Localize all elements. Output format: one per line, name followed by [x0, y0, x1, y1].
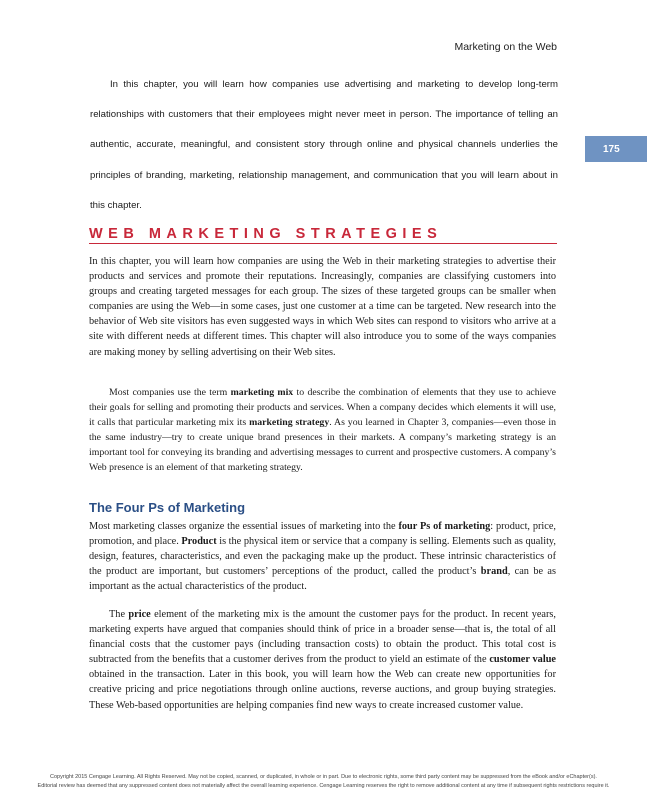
term-four-ps: four Ps of marketing	[398, 521, 491, 532]
subsection-paragraph-2: The price element of the marketing mix is the amount the customer pays for the product. In recent years, marketing experts have argued that companies should think of price in a broader sense—that is, the total of all financial costs that the customer pays (including transaction costs) to obtain the product. This total cost is subtracted from the benefits that a customer derives from the product to yield an estimate of the customer value obtained in the transaction. Later in this book, you will learn how the Web can create new opportunities for creative pricing and price negotiations through online auctions, reverse auctions, and group buying strategies. These Web-based opportunities are helping companies find new ways to create increased customer value.	[89, 609, 556, 711]
term-customer-value: customer value	[489, 654, 556, 666]
subsection-paragraph-1: Most marketing classes organize the essential issues of marketing into the four Ps of marketing: product, price, promotion, and place. Product is the physical item or service that a company is selling. Elements such as quality, design, features, characteristics, and even the packaging make up the product. These intrinsic characteristics of the product are important, but customers’ perceptions of the product, called the product’s brand, can be as important as the actual characteristics of the product.	[89, 521, 556, 593]
copyright-line-1: Copyright 2015 Cengage Learning. All Rights Reserved. May not be copied, scanned, or duplicated, in whole or in part. Due to electronic rights, some third party content may be suppressed from the eBook and/or eChapter(s).	[50, 774, 597, 780]
term-brand: brand	[480, 566, 508, 578]
term-product: Product	[181, 536, 217, 548]
section-paragraph-2: Most companies use the term marketing mix to describe the combination of elements that they use to achieve their goals for selling and promoting their products and services. When a company decides which elements it will use, it calls that particular marketing mix its marketing strategy. As you learned in Chapter 3, companies—even those in the same industry—try to create unique brand presences in their markets. A company’s marketing strategy is an important tool for conveying its branding and advertising messages to current and prospective customers. A company’s Web presence is an element of that marketing strategy.	[89, 387, 556, 474]
chapter-intro: In this chapter, you will learn how companies use advertising and marketing to develop long-term relationships with customers that their employees might never meet in person. The importance of telling an authentic, accurate, meaningful, and consistent story through online and physical channels underlies the principles of branding, marketing, relationship management, and communication that you will learn about in this chapter.	[90, 79, 558, 211]
page-number-tab: 175	[585, 136, 647, 162]
term-marketing-strategy: marketing strategy	[249, 417, 330, 429]
term-price: price	[128, 609, 151, 620]
term-marketing-mix: marketing mix	[230, 387, 294, 398]
section-divider	[89, 243, 557, 244]
subsection-heading: The Four Ps of Marketing	[89, 500, 246, 515]
section-heading: WEB MARKETING STRATEGIES	[89, 226, 443, 242]
copyright-line-2: Editorial review has deemed that any suppressed content does not materially affect the overall learning experience. Cengage Learning reserves the right to remove additional content at any time if subsequent rights restrictions require it.	[37, 782, 610, 789]
section-paragraph-1: In this chapter, you will learn how companies are using the Web in their marketing strategies to advertise their products and services and promote their reputations. Increasingly, companies are classifying customers into groups and creating targeted messages for each group. The sizes of these targeted groups can be smaller when companies are using the Web—in some cases, just one customer at a time can be targeted. New research into the behavior of Web site visitors has even suggested ways in which Web sites can respond to visitors who arrive at a site with different needs at different times. This chapter will also introduce you to some of the ways companies are making money by selling advertising on their Web sites.	[89, 256, 556, 358]
copyright-notice	[0, 773, 647, 790]
running-header: Marketing on the Web	[454, 41, 557, 53]
